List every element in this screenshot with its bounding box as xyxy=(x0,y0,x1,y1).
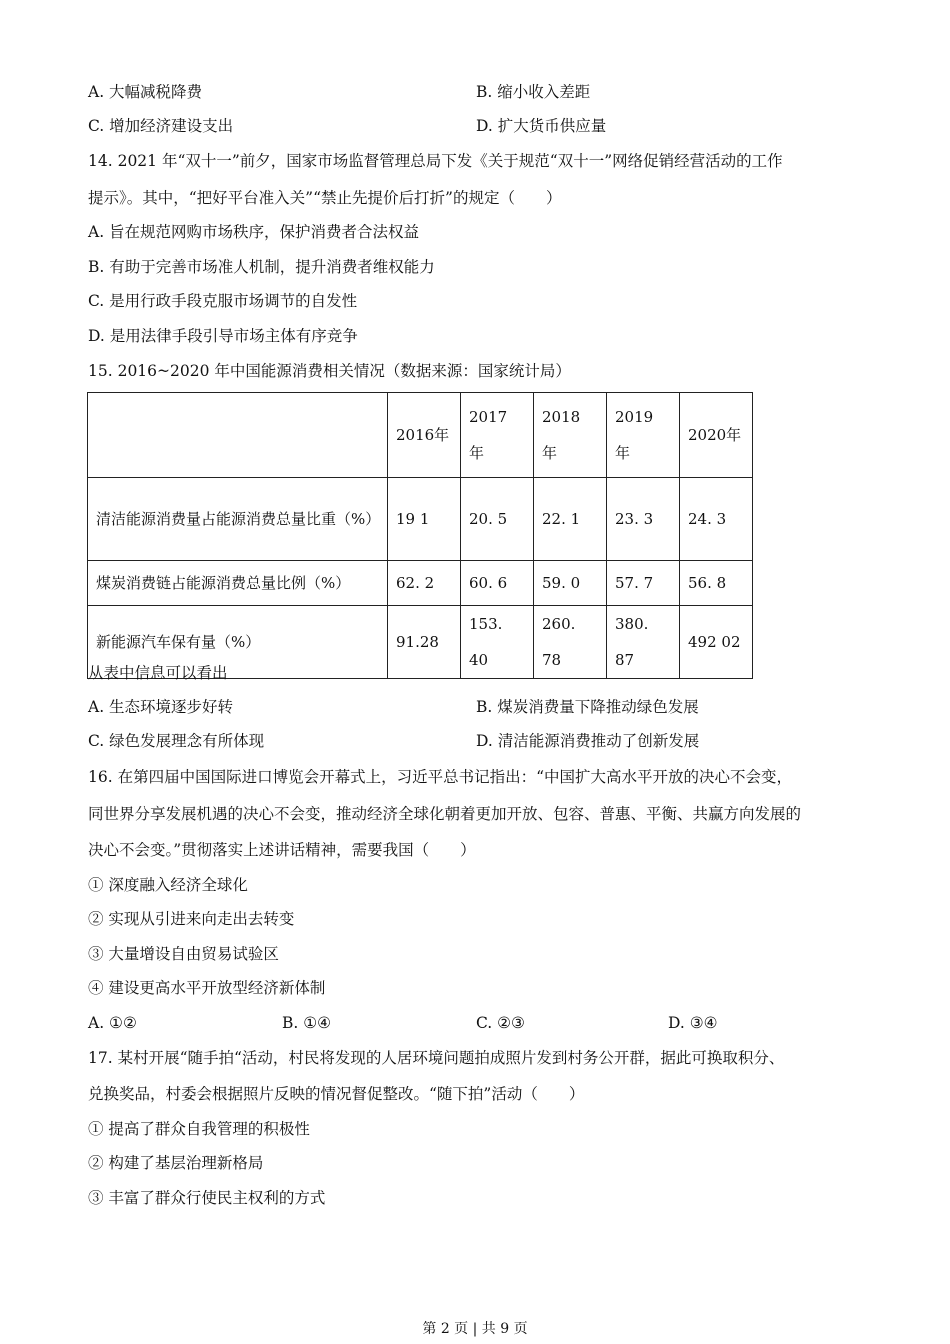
q16-option-b: B. ①④ xyxy=(282,1014,332,1032)
table-cell: 19 1 xyxy=(388,478,461,561)
q17-stem-line1: 17. 某村开展“随手拍“活动，村民将发现的人居环境问题拍成照片发到村务公开群，据此可换取积分、 xyxy=(88,1049,785,1067)
table-cell: 56. 8 xyxy=(680,561,753,606)
table-cell: 59. 0 xyxy=(534,561,607,606)
table-header-cell: 2017 年 xyxy=(461,393,534,478)
q15-stem: 15. 2016~2020 年中国能源消费相关情况（数据来源：国家统计局） xyxy=(88,362,571,380)
table-cell: 22. 1 xyxy=(534,478,607,561)
table-cell: 380. 87 xyxy=(607,606,680,679)
q14-option-a: A. 旨在规范网购市场秩序，保护消费者合法权益 xyxy=(88,223,420,241)
q15-after-table: 从表中信息可以看出 xyxy=(88,664,228,682)
q13-option-d: D. 扩大货币供应量 xyxy=(476,117,607,135)
table-cell: 23. 3 xyxy=(607,478,680,561)
q17-item-2: ② 构建了基层治理新格局 xyxy=(88,1154,264,1172)
q16-stem-line2: 同世界分享发展机遇的决心不会变，推动经济全球化朝着更加开放、包容、普惠、平衡、共赢方向发展的 xyxy=(88,805,802,823)
q16-item-3: ③ 大量增设自由贸易试验区 xyxy=(88,945,279,963)
table-row xyxy=(88,478,753,561)
table-cell: 20. 5 xyxy=(461,478,534,561)
table-cell: 91.28 xyxy=(388,606,461,679)
q13-option-b: B. 缩小收入差距 xyxy=(476,83,591,101)
table-cell: 24. 3 xyxy=(680,478,753,561)
q14-stem-line1: 14. 2021 年“双十一”前夕，国家市场监督管理总局下发《关于规范“双十一”网络促销经营活动的工作 xyxy=(88,152,783,170)
table-header-cell: 2020年 xyxy=(680,393,753,478)
q16-option-c: C. ②③ xyxy=(476,1014,525,1032)
table-cell: 57. 7 xyxy=(607,561,680,606)
q13-option-a: A. 大幅减税降费 xyxy=(88,83,203,101)
q16-item-1: ① 深度融入经济全球化 xyxy=(88,876,248,894)
q16-stem-line3: 决心不会变。”贯彻落实上述讲话精神，需要我国（ ） xyxy=(88,841,476,859)
table-cell: 260. 78 xyxy=(534,606,607,679)
q13-option-c: C. 增加经济建设支出 xyxy=(88,117,234,135)
table-cell: 492 02 xyxy=(680,606,753,679)
q17-stem-line2: 兑换奖品，村委会根据照片反映的情况督促整改。“随下拍”活动（ ） xyxy=(88,1085,585,1103)
q17-item-3: ③ 丰富了群众行使民主权利的方式 xyxy=(88,1189,326,1207)
table-row-label: 煤炭消费链占能源消费总量比例（%） xyxy=(88,561,388,606)
table-header-cell xyxy=(88,393,388,478)
energy-table xyxy=(87,392,753,679)
q16-option-a: A. ①② xyxy=(88,1014,137,1032)
table-row xyxy=(88,561,753,606)
q15-option-c: C. 绿色发展理念有所体现 xyxy=(88,732,265,750)
table-header-cell: 2019 年 xyxy=(607,393,680,478)
table-cell: 62. 2 xyxy=(388,561,461,606)
table-cell: 153. 40 xyxy=(461,606,534,679)
q16-item-2: ② 实现从引进来向走出去转变 xyxy=(88,910,295,928)
table-row-label: 新能源汽车保有量（%） xyxy=(88,606,388,679)
table-header-row xyxy=(88,393,753,478)
page-footer: 第 2 页 | 共 9 页 xyxy=(422,1321,528,1337)
table-header-cell: 2016年 xyxy=(388,393,461,478)
q14-option-c: C. 是用行政手段克服市场调节的自发性 xyxy=(88,292,358,310)
q17-item-1: ① 提高了群众自我管理的积极性 xyxy=(88,1120,310,1138)
table-row-label: 清洁能源消费量占能源消费总量比重（%） xyxy=(88,478,388,561)
q16-stem-line1: 16. 在第四届中国国际进口博览会开幕式上，习近平总书记指出：“中国扩大高水平开放的决心不会变， xyxy=(88,768,793,786)
q16-option-d: D. ③④ xyxy=(668,1014,718,1032)
q14-option-d: D. 是用法律手段引导市场主体有序竞争 xyxy=(88,327,358,345)
table-cell: 60. 6 xyxy=(461,561,534,606)
q14-stem-line2: 提示》。其中，“把好平台准入关”“禁止先提价后打折”的规定（ ） xyxy=(88,189,562,207)
q15-option-d: D. 清洁能源消费推动了创新发展 xyxy=(476,732,700,750)
table-header-cell: 2018 年 xyxy=(534,393,607,478)
q16-item-4: ④ 建设更高水平开放型经济新体制 xyxy=(88,979,326,997)
q15-option-b: B. 煤炭消费量下降推动绿色发展 xyxy=(476,698,699,716)
q14-option-b: B. 有助于完善市场准人机制，提升消费者维权能力 xyxy=(88,258,435,276)
q15-option-a: A. 生态环境逐步好转 xyxy=(88,698,234,716)
